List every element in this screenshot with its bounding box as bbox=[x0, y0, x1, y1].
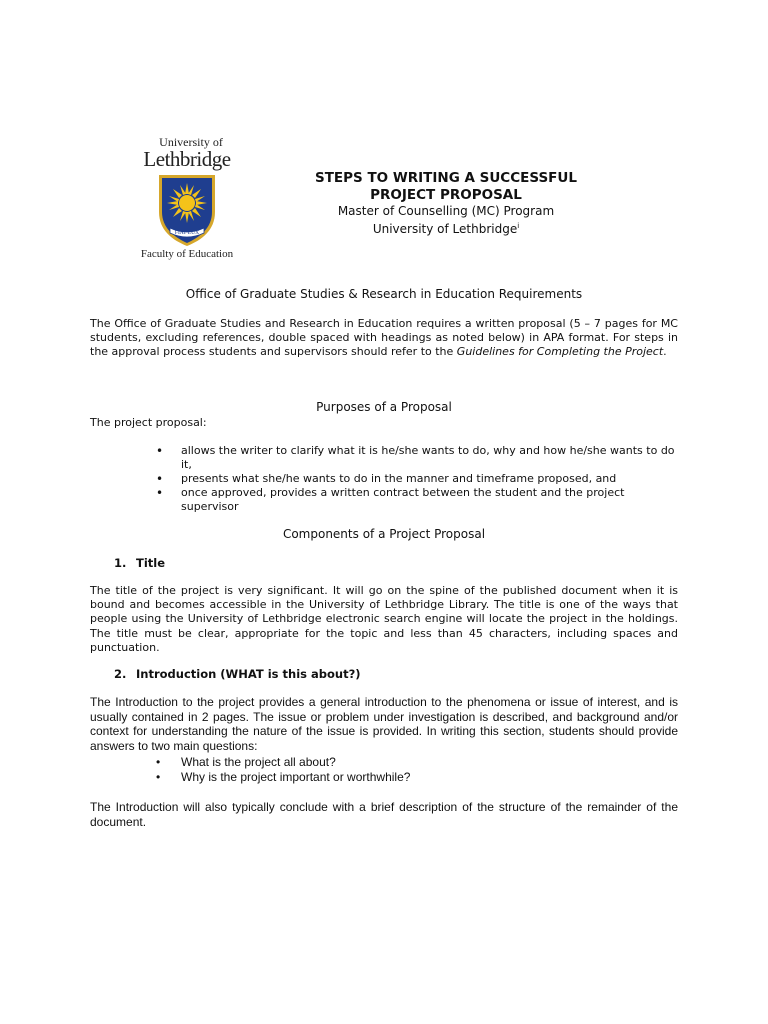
title-line1: STEPS TO WRITING A SUCCESSFUL bbox=[315, 170, 577, 186]
guidelines-reference: Guidelines for Completing the Project bbox=[456, 345, 664, 359]
introduction-section-body: The Introduction to the project provides a general introduction to the phenomena or issue of interest, and is usually contained in 2 pages. The issue or problem under investigation is described, and background and/or context for understanding the nature of the issue is provided. In writing this section, students should provide answers to two main questions: bbox=[90, 695, 678, 753]
list-item: • Why is the project important or worthwhile? bbox=[156, 770, 676, 785]
shield-crest-icon bbox=[156, 172, 218, 248]
subtitle-line2: University of Lethbridge$^i$ bbox=[372, 222, 520, 236]
list-item: • allows the writer to clarify what it is he/she wants to do, why and how he/she wants to do it, bbox=[156, 444, 676, 472]
introduction-closing: The Introduction will also typically conclude with a brief description of the structure of the remainder of the document. bbox=[90, 800, 678, 829]
logo-university-line1: University of bbox=[159, 135, 223, 149]
university-logo bbox=[128, 136, 246, 264]
purposes-list bbox=[156, 444, 676, 514]
title-line2: PROJECT PROPOSAL bbox=[370, 187, 522, 203]
section-title-heading: 1. Title bbox=[114, 556, 166, 570]
list-item: • once approved, provides a written contract between the student and the project supervisor bbox=[156, 486, 676, 514]
requirements-heading: Office of Graduate Studies & Research in Education Requirements bbox=[185, 287, 583, 301]
logo-university-line2: Lethbridge bbox=[143, 147, 231, 171]
footnote-mark[interactable]: i bbox=[517, 222, 520, 230]
requirements-paragraph: The Office of Graduate Studies and Research in Education requires a written proposal (5 – 7 pages for MC students, excluding references, double spaced with headings as noted below) in APA format. For steps in the approval process students and supervisors should refer to the Guidelines for Completing the Project. bbox=[90, 317, 678, 359]
logo-motto: FIAT LUX bbox=[174, 230, 200, 236]
list-item: • presents what she/he wants to do in the manner and timeframe proposed, and bbox=[156, 472, 676, 486]
introduction-questions-list bbox=[156, 755, 676, 785]
list-item: • What is the project all about? bbox=[156, 755, 676, 770]
purposes-heading: Purposes of a Proposal bbox=[316, 400, 452, 414]
subtitle-line1: Master of Counselling (MC) Program bbox=[337, 204, 555, 218]
title-section-body: The title of the project is very significant. It will go on the spine of the published document when it is bound and becomes accessible in the University of Lethbridge Library. The title is one of the ways that people using the University of Lethbridge electronic search engine will locate the project in the holdings. The title must be clear, appropriate for the topic and less than 45 characters, including spaces and punctuation. bbox=[90, 584, 678, 654]
section-introduction-heading: 2. Introduction (WHAT is this about?) bbox=[114, 667, 361, 681]
logo-faculty: Faculty of Education bbox=[140, 248, 234, 260]
purposes-intro: The project proposal: bbox=[90, 416, 207, 429]
document-title-block bbox=[296, 170, 596, 237]
components-heading: Components of a Project Proposal bbox=[282, 527, 486, 541]
